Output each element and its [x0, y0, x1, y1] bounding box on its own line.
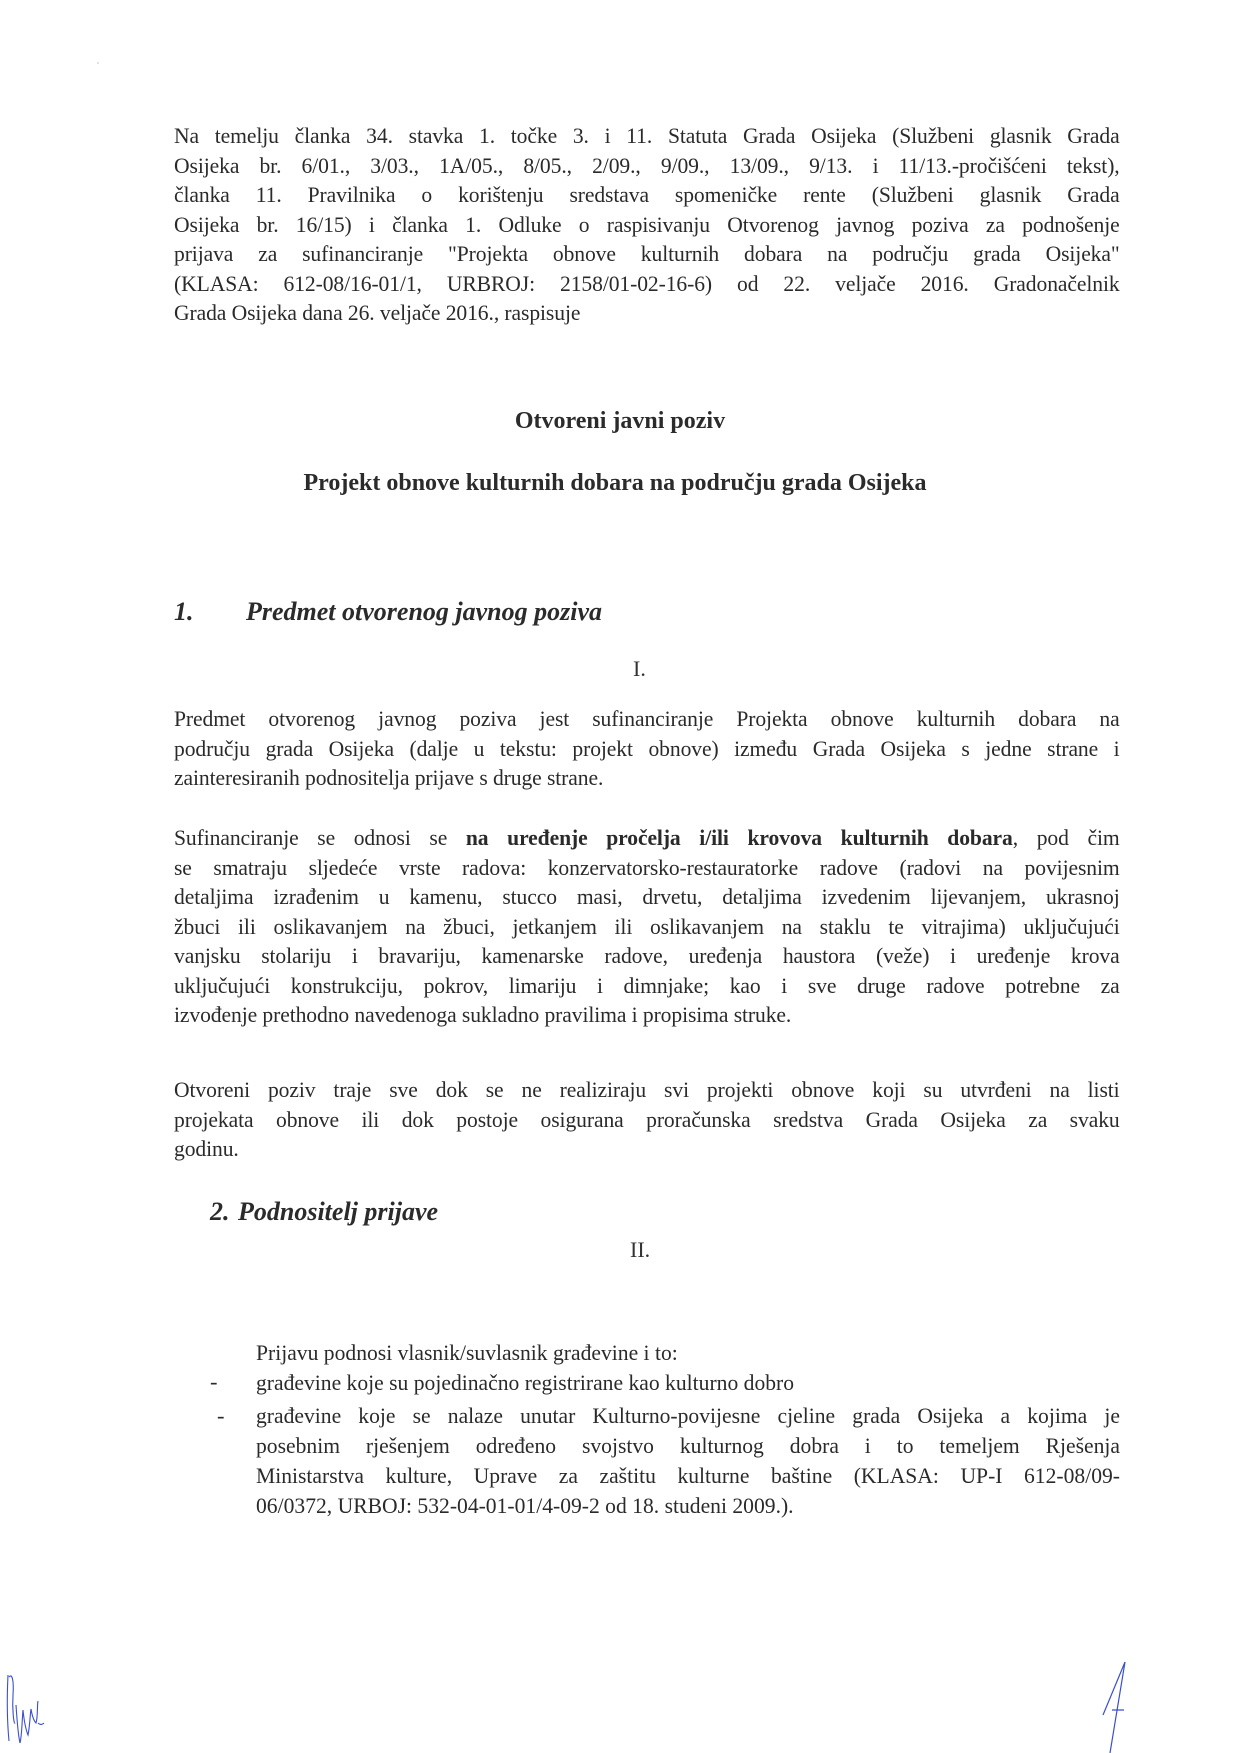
bullet-item — [256, 1401, 1120, 1521]
applicant-intro: Prijavu podnosi vlasnik/suvlasnik građevine i to: — [256, 1340, 678, 1365]
section-number: 1. — [174, 597, 194, 626]
paragraph-line: projekata obnove ili dok postoje osigurana proračunska sredstva Grada Osijeka za svaku — [174, 1106, 1120, 1132]
section-2-heading — [210, 1197, 438, 1227]
section-1-paragraph-1 — [174, 704, 1120, 793]
preamble-line: Osijeka br. 6/01., 3/03., 1A/05., 8/05., 2/09., 9/09., 13/09., 9/13. i 11/13.-pročišćeni tekst), — [174, 152, 1120, 178]
preamble-paragraph — [174, 121, 1120, 328]
paragraph-line: godinu. — [174, 1136, 239, 1161]
section-title: Predmet otvorenog javnog poziva — [246, 597, 603, 626]
paragraph-line: Predmet otvorenog javnog poziva jest sufinanciranje Projekta obnove kulturnih dobara na — [174, 706, 1120, 731]
preamble-line: članka 11. Pravilnika o korištenju sredstava spomeničke rente (Službeni glasnik Grada — [174, 182, 1120, 207]
handwritten-page-number-icon — [1100, 1660, 1130, 1753]
article-number: I. — [633, 656, 646, 681]
paragraph-text: , pod čim — [1012, 825, 1120, 850]
bullet-line: građevine koje su pojedinačno registrirane kao kulturno dobro — [256, 1370, 795, 1395]
bullet-line: posebnim rješenjem određeno svojstvo kulturnog dobra i to temeljem Rješenja — [256, 1433, 1120, 1458]
document-subtitle: Projekt obnove kulturnih dobara na području grada Osijeka — [303, 470, 927, 496]
scan-speck — [97, 62, 99, 64]
handwritten-initials-icon — [4, 1665, 48, 1747]
paragraph-line: detaljima izrađenim u kamenu, stucco masi, drvetu, detaljima izvedenim lijevanjem, ukrasnoj — [174, 884, 1120, 909]
section-1-paragraph-2 — [174, 823, 1120, 1030]
emphasized-text: na uređenje pročelja i/ili krovova kulturnih dobara — [465, 825, 1013, 850]
section-1-heading — [174, 597, 602, 627]
section-number: 2. — [210, 1197, 230, 1226]
paragraph-line — [174, 823, 1120, 853]
section-1-paragraph-3 — [174, 1075, 1120, 1164]
bullet-line: Ministarstva kulture, Uprave za zaštitu kulturne baštine (KLASA: UP-I 612-08/09- — [256, 1463, 1120, 1488]
preamble-line: (KLASA: 612-08/16-01/1, URBROJ: 2158/01-02-16-6) od 22. veljače 2016. Gradonačelnik — [174, 270, 1120, 296]
preamble-line: Na temelju članka 34. stavka 1. točke 3. i 11. Statuta Grada Osijeka (Službeni glasnik Grada — [174, 123, 1120, 148]
bullet-item — [256, 1368, 1085, 1398]
bullet-line: 06/0372, URBOJ: 532-04-01-01/4-09-2 od 18. studeni 2009.). — [256, 1493, 794, 1518]
paragraph-line: vanjsku stolariju i bravariju, kamenarske radove, uređenja haustora (veže) i uređenje krova — [174, 943, 1120, 968]
bullet-line: građevine koje se nalaze unutar Kulturno-povijesne cjeline grada Osijeka a kojima je — [256, 1403, 1120, 1428]
paragraph-line: se smatraju sljedeće vrste radova: konzervatorsko-restauratorke radove (radovi na povijesnim — [174, 854, 1120, 880]
document-title: Otvoreni javni poziv — [514, 408, 726, 434]
paragraph-line: žbuci ili oslikavanjem na žbuci, jetkanjem ili oslikavanjem na staklu te vitrajima) uključujući — [174, 913, 1120, 939]
bullet-marker: - — [217, 1403, 225, 1428]
paragraph-line: uključujući konstrukciju, pokrov, limariju i dimnjake; kao i sve druge radove potrebne za — [174, 972, 1120, 998]
preamble-line: Osijeka br. 16/15) i članka 1. Odluke o raspisivanju Otvorenog javnog poziva za podnošenje — [174, 211, 1120, 237]
preamble-line: prijava za sufinanciranje "Projekta obnove kulturnih dobara na području grada Osijeka" — [174, 241, 1120, 266]
paragraph-line: izvođenje prethodno navedenoga sukladno pravilima i propisima struke. — [174, 1002, 792, 1027]
bullet-marker: - — [210, 1369, 218, 1394]
paragraph-line: zainteresiranih podnositelja prijave s druge strane. — [174, 765, 604, 790]
paragraph-line: Otvoreni poziv traje sve dok se ne realiziraju svi projekti obnove koji su utvrđeni na listi — [174, 1077, 1120, 1102]
article-number: II. — [630, 1237, 651, 1262]
section-title: Podnositelj prijave — [238, 1197, 439, 1226]
paragraph-text: Sufinanciranje se odnosi se — [174, 825, 466, 850]
preamble-line: Grada Osijeka dana 26. veljače 2016., raspisuje — [174, 300, 581, 325]
paragraph-line: području grada Osijeka (dalje u tekstu: projekt obnove) između Grada Osijeka s jedne strane i — [174, 735, 1120, 761]
